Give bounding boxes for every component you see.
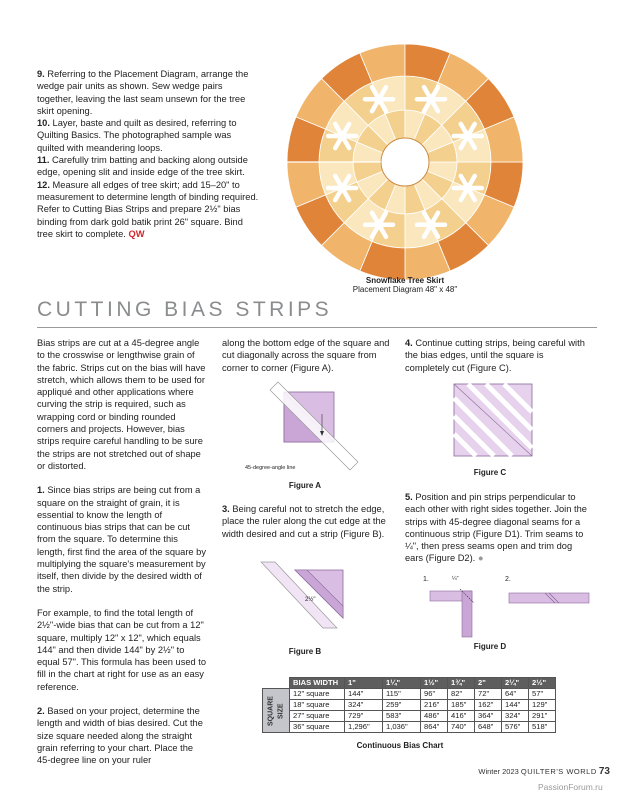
page-number: 73	[598, 766, 610, 777]
qw-mark: QW	[128, 228, 145, 239]
step-12: 12. Measure all edges of tree skirt; add 15–20" to measurement to determine length of binding required. Refer to Cutting Bias Strips and prepare 2½" bias binding from dark gold batik print 26" square. Bind tree skirt to complete. QW	[37, 179, 259, 239]
table-row	[263, 689, 556, 700]
header-cell: 1"	[345, 678, 383, 689]
diagram-title: Snowflake Tree Skirt	[365, 276, 445, 285]
table-cell: 576"	[502, 722, 529, 733]
table-cell: 740"	[448, 722, 475, 733]
top-steps	[37, 68, 261, 240]
bias-intro: Bias strips are cut at a 45-degree angle to the crosswise or lengthwise grain of the fabric. Strips cut on the bias will have stretch, which allows them to be used for appliqué and other applications where curving the strip is required, such as wrapping cord or binding rounded corners and projects. However, bias strips require careful handling to be sure the strips are not stretched out of shape or distorted.	[37, 338, 206, 471]
section-title: CUTTING BIAS STRIPS	[37, 298, 333, 321]
table-cell: 64"	[502, 689, 529, 700]
figure-d1-label: 1.	[423, 576, 429, 583]
header-cell: 2"	[475, 678, 502, 689]
table-cell: 96"	[421, 689, 448, 700]
figure-d2-label: 2.	[505, 576, 511, 583]
figure-d	[425, 585, 605, 645]
header-spacer	[263, 678, 290, 689]
step-11: 11. Carefully trim batting and backing along outside edge, opening slit and inside edge of the tree skirt.	[37, 155, 248, 178]
table-cell: 864"	[421, 722, 448, 733]
diagram-subtitle: Placement Diagram 48" x 48"	[352, 285, 458, 294]
column-1	[37, 337, 207, 767]
table-cell: 416"	[448, 711, 475, 722]
table-cell: 259"	[383, 700, 421, 711]
example-paragraph: For example, to find the total length of 2½"-wide bias that can be cut from a 12" square, multiply 12" x 12", which equals 144" and then divide 144" by 2½" to equal 57". This formula has been used to fill in the chart at right for use as an easy reference.	[37, 607, 207, 692]
table-cell: 162"	[475, 700, 502, 711]
table-cell: 27" square	[290, 711, 345, 722]
figure-c-caption: Figure C	[473, 468, 507, 477]
table-cell: 648"	[475, 722, 502, 733]
header-cell: 1¾"	[448, 678, 475, 689]
table-cell: 144"	[502, 700, 529, 711]
step-9: 9. Referring to the Placement Diagram, arrange the wedge pair units as shown. Sew wedge pairs together, leaving the last seam unsewn for the tree skirt opening.	[37, 69, 249, 116]
table-cell: 82"	[448, 689, 475, 700]
step-1: 1. Since bias strips are being cut from a square on the straight of grain, it is essential to know the length of continuous bias strips that can be cut from the square. To determine this length, first find the area of the square by multiplying the square's measurement by itself, then divide by the desired width of the strip.	[37, 485, 206, 594]
figure-b-width-label: 2½"	[305, 597, 316, 603]
header-cell: 1½"	[421, 678, 448, 689]
header-cell: 1¼"	[383, 678, 421, 689]
table-cell: 1,296"	[345, 722, 383, 733]
table-cell: 216"	[421, 700, 448, 711]
table-cell: 36" square	[290, 722, 345, 733]
table-cell: 18" square	[290, 700, 345, 711]
table-cell: 115"	[383, 689, 421, 700]
square-size-label: SQUARE SIZE	[263, 689, 290, 733]
figure-b	[255, 558, 355, 648]
table-cell: 364"	[475, 711, 502, 722]
figure-a-caption: Figure A	[288, 481, 322, 490]
table-cell: 57"	[529, 689, 556, 700]
table-row	[263, 700, 556, 711]
watermark: PassionForum.ru	[538, 782, 603, 792]
table-cell: 291"	[529, 711, 556, 722]
figure-a-angle-label: 45-degree-angle line	[245, 465, 296, 471]
header-cell: 2¼"	[502, 678, 529, 689]
figure-b-caption: Figure B	[288, 647, 322, 656]
table-cell: 12" square	[290, 689, 345, 700]
bias-chart-title: Continuous Bias Chart	[356, 741, 444, 750]
table-cell: 144"	[345, 689, 383, 700]
tree-skirt-diagram	[285, 42, 525, 282]
table-cell: 518"	[529, 722, 556, 733]
step-5: 5. Position and pin strips perpendicular to each other with right sides together. Join the strips with 45-degree diagonal seams for a continuous strip (Figure D1). Trim seams to ¼", then press seams open and trim dog ears (Figure D2). ●	[405, 492, 587, 564]
table-cell: 486"	[421, 711, 448, 722]
table-row	[263, 711, 556, 722]
step-10: 10. Layer, baste and quilt as desired, referring to Quilting Basics. The photographed sample was quilted with meandering loops.	[37, 118, 237, 153]
figure-d-caption: Figure D	[473, 642, 507, 651]
section-rule	[37, 327, 597, 328]
figure-c	[440, 378, 550, 464]
header-cell: 2½"	[529, 678, 556, 689]
bias-chart-header	[263, 678, 556, 689]
table-cell: 324"	[502, 711, 529, 722]
table-cell: 72"	[475, 689, 502, 700]
footer-magazine: QUILTER'S WORLD	[520, 767, 597, 776]
step-4: 4. Continue cutting strips, being careful with the bias edges, until the square is completely cut (Figure C).	[405, 338, 585, 373]
table-cell: 729"	[345, 711, 383, 722]
header-cell: BIAS WIDTH	[290, 678, 345, 689]
table-cell: 185"	[448, 700, 475, 711]
figure-d-quarter-label: ¼"	[452, 576, 459, 582]
bias-chart	[262, 677, 556, 733]
table-cell: 1,036"	[383, 722, 421, 733]
step-2: 2. Based on your project, determine the length and width of bias desired. Cut the size square needed along the straight grain referring to your chart. Place the 45-degree line on your ruler	[37, 706, 203, 766]
page-footer	[465, 766, 610, 777]
table-cell: 324"	[345, 700, 383, 711]
table-cell: 583"	[383, 711, 421, 722]
step-3: 3. Being careful not to stretch the edge, place the ruler along the cut edge at the width desired and cut a strip (Figure B).	[222, 504, 386, 539]
column-2-text: along the bottom edge of the square and cut diagonally across the square from corner to corner (Figure A).	[222, 338, 390, 373]
footer-issue: Winter 2023	[478, 767, 519, 776]
table-row	[263, 722, 556, 733]
table-cell: 129"	[529, 700, 556, 711]
